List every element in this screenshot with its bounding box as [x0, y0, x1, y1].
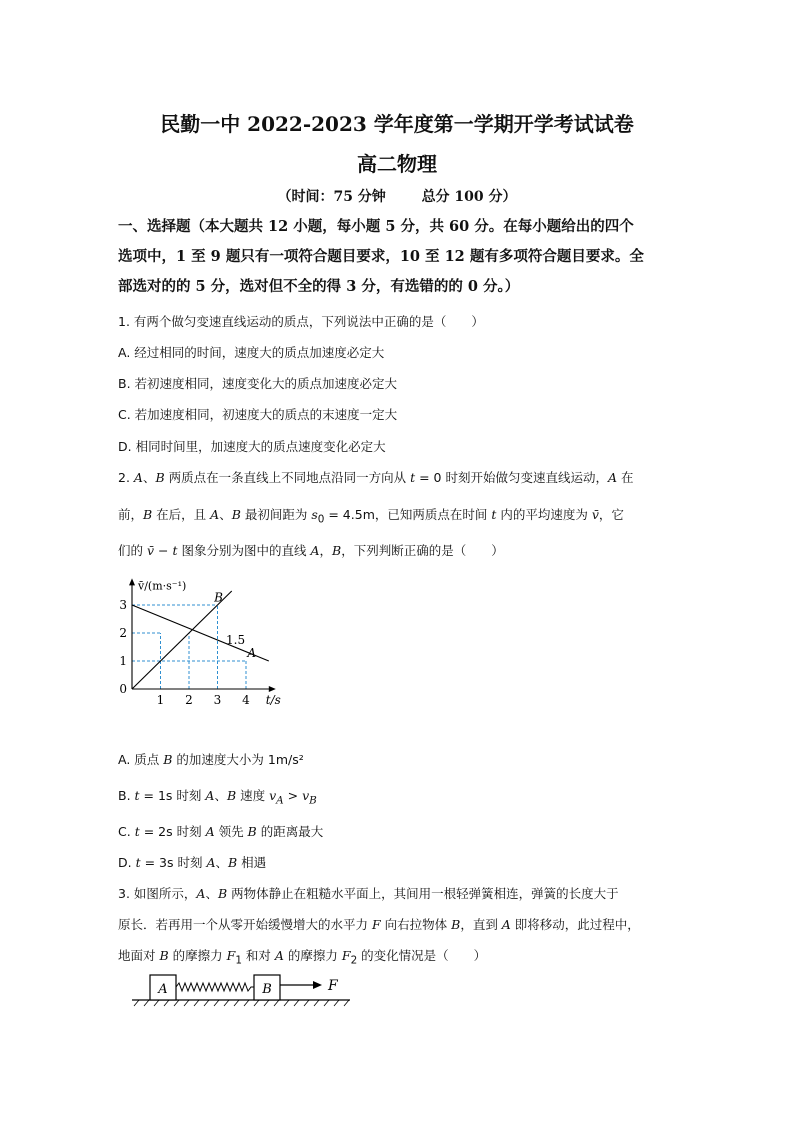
- spring-blocks-figure: [128, 970, 358, 1010]
- q1-option-b: B. 若初速度相同，速度变化大的质点加速度必定大: [118, 376, 398, 391]
- y-axis-arrow: [129, 578, 135, 585]
- exam-title: 民勤一中 2022-2023 学年度第一学期开学考试试卷: [160, 112, 634, 136]
- exam-info: [0, 186, 794, 206]
- q2-option-d: D. t = 3s 时刻 A、B 相遇: [118, 855, 267, 870]
- block-a-label: A: [158, 982, 168, 997]
- velocity-time-chart: [112, 565, 312, 710]
- force-arrowhead: [313, 981, 322, 989]
- block-b-label: B: [262, 982, 272, 997]
- q3-stem-line2: 原长．若再用一个从零开始缓慢增大的水平力 F 向右拉物体 B，直到 A 即将移动，此过程中，: [118, 917, 640, 932]
- y-axis-label: v̄/(m·s⁻¹): [138, 579, 187, 593]
- y-tick-label: 3: [119, 598, 127, 612]
- subject-title: 高二物理: [357, 152, 437, 176]
- y-tick-label: 2: [119, 626, 127, 640]
- section-heading-line: 一、选择题（本大题共 12 小题，每小题 5 分，共 60 分。在每小题给出的四个: [118, 218, 634, 235]
- q1-option-c: C. 若加速度相同，初速度大的质点的末速度一定大: [118, 407, 398, 422]
- x-tick-label: 3: [213, 693, 222, 707]
- series-label-B: B: [214, 590, 223, 605]
- x-tick-label: 4: [242, 693, 250, 707]
- annotation-label: 1.5: [226, 633, 246, 648]
- q2-option-b: B. t = 1s 时刻 A、B 速度 $v_A > v_B$: [118, 788, 317, 807]
- time-info: （时间：75 分钟: [277, 189, 386, 205]
- section-heading: [118, 212, 678, 302]
- q3-stem-line1: 3. 如图所示，A、B 两物体静止在粗糙水平面上，其间用一根轻弹簧相连，弹簧的长度大于: [118, 886, 619, 901]
- q2-stem-line3: 们的 v̄ − t 图象分别为图中的直线 A，B，下列判断正确的是（ ）: [118, 543, 504, 558]
- x-tick-label: 2: [185, 693, 193, 707]
- x-axis-arrow: [269, 686, 276, 692]
- q2-option-c: C. t = 2s 时刻 A 领先 B 的距离最大: [118, 824, 324, 839]
- spring: [176, 983, 254, 991]
- q2-stem-line1: 2. A、B 两质点在一条直线上不同地点沿同一方向从 t = 0 时刻开始做匀变速直线运动，A 在: [118, 470, 634, 485]
- y-tick-label: 0: [119, 682, 127, 696]
- x-tick-label: 1: [156, 693, 165, 707]
- q1-option-d: D. 相同时间里，加速度大的质点速度变化必定大: [118, 439, 386, 454]
- q3-stem-line3: 地面对 B 的摩擦力 $F_1$ 和对 A 的摩擦力 $F_2$ 的变化情况是（ ）: [118, 948, 487, 967]
- force-label: F: [328, 978, 338, 994]
- series-label-A: A: [247, 645, 257, 660]
- q2-option-a: A. 质点 B 的加速度大小为 1m/s²: [118, 752, 304, 767]
- x-axis-label: t/s: [265, 693, 281, 707]
- q1-option-a: A. 经过相同的时间，速度大的质点加速度必定大: [118, 345, 385, 360]
- q2-stem-line2: 前，B 在后，且 A、B 最初间距为 $s_0 = 4.5m$，已知两质点在时间 t 内的平均速度为 v̄，它: [118, 507, 624, 526]
- section-heading-line: 部选对的的 5 分，选对但不全的得 3 分，有选错的的 0 分。）: [118, 278, 520, 295]
- ground-hatching: [134, 1000, 349, 1006]
- score-info: 总分 100 分）: [421, 189, 517, 205]
- q1-stem: 1. 有两个做匀变速直线运动的质点，下列说法中正确的是（ ）: [118, 314, 484, 329]
- section-heading-line: 选项中，1 至 9 题只有一项符合题目要求，10 至 12 题有多项符合题目要求。全: [118, 248, 644, 265]
- y-tick-label: 1: [119, 654, 127, 668]
